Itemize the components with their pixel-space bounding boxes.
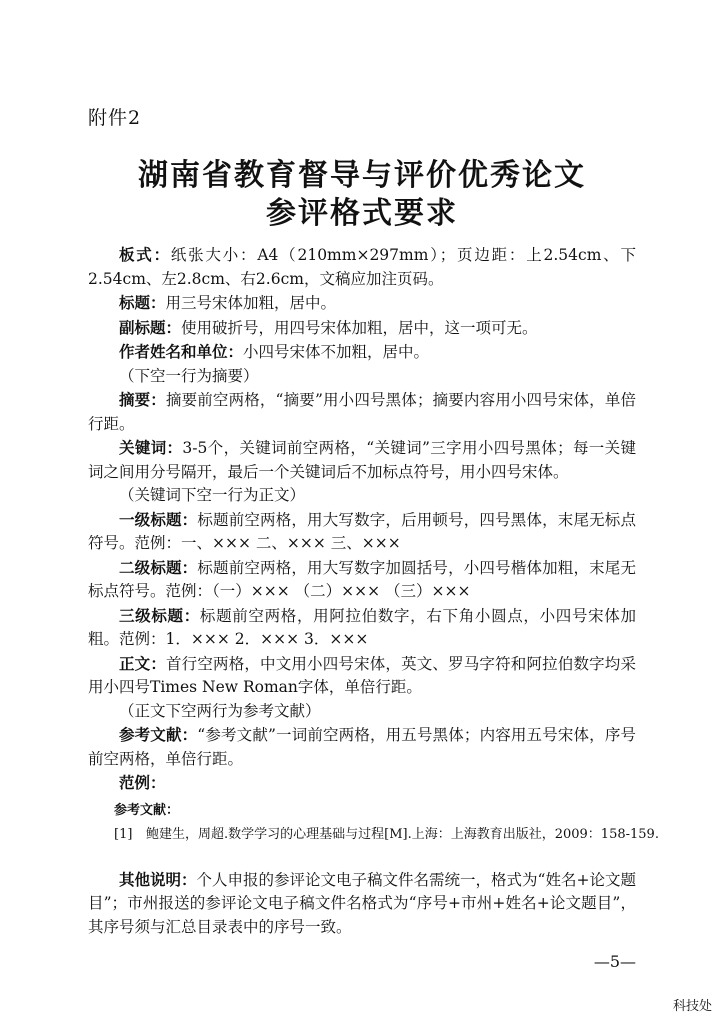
attachment-label: 附件2 [88,107,142,129]
example-label: 范例： [119,773,166,792]
keywords-text: 3-5个，关键词前空两格，“关键词”三字用小四号黑体；每一关键词之间用分号隔开，最后一个关键词后不加标点符号，用小四号宋体。 [88,439,636,481]
subtitle-text: 使用破折号，用四号宋体加粗，居中，这一项可无。 [181,318,538,337]
level2-text: 标题前空两格，用大写数字加圆括号，小四号楷体加粗，末尾无标点符号。范例：（一）××× （二）××× （三）××× [88,558,636,600]
abstract-text: 摘要前空两格，“摘要”用小四号黑体；摘要内容用小四号宋体，单倍行距。 [88,391,636,433]
abstract-paragraph [88,388,636,436]
example-paragraph [88,771,636,796]
author-paragraph [88,340,636,365]
author-text: 小四号宋体不加粗，居中。 [243,343,430,361]
note-body: （正文下空两行为参考文献） [119,701,321,720]
title-label: 标题： [119,293,166,312]
level1-paragraph [88,508,636,556]
reference-example [88,800,659,848]
keywords-label: 关键词： [119,438,183,457]
body-paragraph [88,652,636,700]
page-number: —5— [593,952,636,971]
other-paragraph [88,868,636,940]
layout-paragraph [88,243,636,291]
reference-number: [1] [114,826,133,842]
corner-mark: 科技处 [672,999,712,1014]
level2-label: 二级标题： [119,557,198,577]
author-label: 作者姓名和单位： [119,342,244,361]
other-text: 个人申报的参评论文电子稿文件名需统一，格式为“姓名+论文题目”；市州报送的参评论文电子稿文件名格式为“序号+市州+姓名+论文题目”，其序号须与汇总目录表中的序号一致。 [88,870,636,936]
subtitle-paragraph [88,316,636,341]
level3-paragraph [88,604,636,652]
body-text: 首行空两格，中文用小四号宋体，英文、罗马字符和阿拉伯数字均采用小四号Times New Roman字体，单倍行距。 [88,654,636,696]
references-label: 参考文献： [119,725,198,744]
subtitle-label: 副标题： [119,317,182,337]
keywords-paragraph [88,436,636,484]
level3-label: 三级标题： [119,605,200,625]
references-text: “参考文献”一词前空两格，用五号黑体；内容用五号宋体，序号前空两格，单倍行距。 [88,726,636,768]
body-label: 正文： [119,653,167,673]
level2-paragraph [88,556,636,604]
reference-example-heading: 参考文献： [114,802,180,818]
other-label: 其他说明： [119,869,197,889]
title-paragraph [88,291,636,316]
level1-text: 标题前空两格，用大写数字，后用顿号，四号黑体，末尾无标点符号。范例：一、××× 二、××× 三、××× [88,510,636,552]
layout-label: 板式： [119,245,171,264]
document-title-line2: 参评格式要求 [266,196,458,231]
references-paragraph [88,723,636,771]
layout-text: 纸张大小：A4（210mm×297mm）；页边距：上2.54cm、下2.54cm、左2.8cm、右2.6cm，文稿应加注页码。 [88,246,636,288]
reference-example-item [88,822,659,848]
title-text: 用三号宋体加粗，居中。 [165,294,337,312]
level3-text: 标题前空两格，用阿拉伯数字，右下角小圆点，小四号宋体加粗。范例：1．××× 2．××× 3．××× [88,606,636,648]
reference-text: 鲍建生，周超.数学学习的心理基础与过程[M].上海：上海教育出版社，2009：158-159. [146,826,659,842]
level1-label: 一级标题： [119,509,198,529]
document-body [88,243,659,939]
document-title-line1: 湖南省教育督导与评价优秀论文 [138,158,586,193]
note-keywords: （关键词下空一行为正文） [119,486,306,504]
abstract-label: 摘要： [119,390,166,409]
note-abstract: （下空一行为摘要） [119,366,259,385]
